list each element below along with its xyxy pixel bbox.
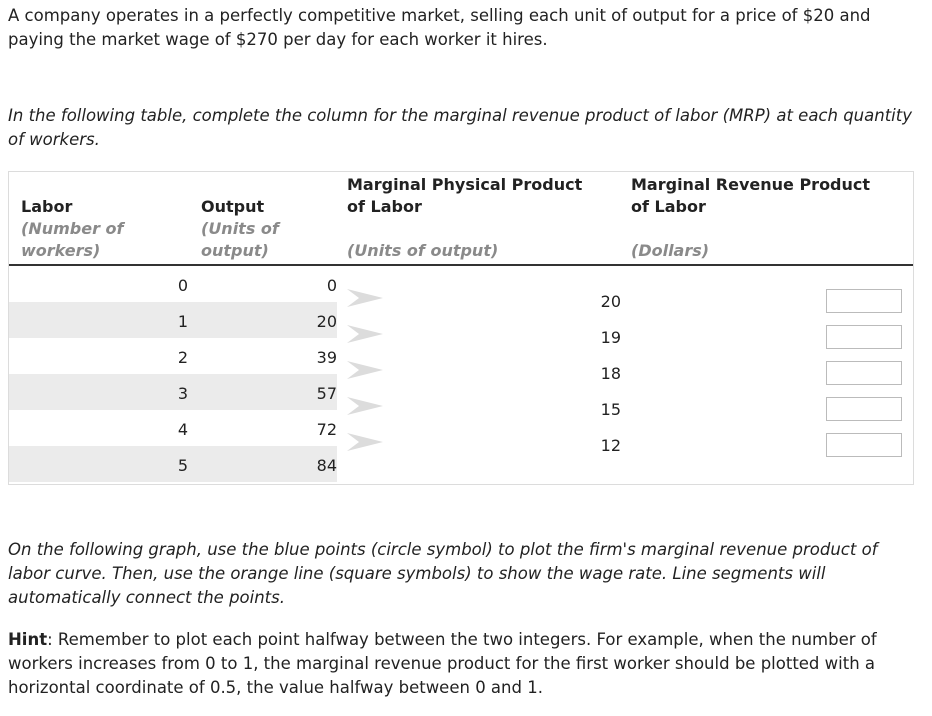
- table-instruction: In the following table, complete the column for the marginal revenue product of labor (MRP) at each quantity of workers.: [8, 106, 912, 149]
- output-cell: 0: [326, 276, 337, 295]
- mrp-input-worker-5[interactable]: [826, 433, 902, 457]
- output-cell: 72: [316, 420, 337, 439]
- output-cell: 84: [316, 456, 337, 475]
- mpp-cell: 19: [600, 328, 621, 347]
- header-mpp-line1: Marginal Physical Product: [347, 175, 583, 194]
- hint-label: Hint: [8, 630, 48, 649]
- mpp-cell: 18: [600, 364, 621, 383]
- header-labor-sub2: workers): [21, 241, 101, 260]
- labor-cell: 5: [177, 456, 189, 475]
- arrow-right-icon: [345, 288, 385, 308]
- header-output-sub2: output): [201, 241, 269, 260]
- arrow-right-icon: [345, 396, 385, 416]
- labor-cell: 2: [177, 348, 189, 367]
- hint-paragraph: [8, 628, 918, 700]
- mpp-cell: 15: [600, 400, 621, 419]
- arrow-right-icon: [345, 360, 385, 380]
- mpp-cell: 20: [600, 292, 621, 311]
- header-mrp-line1: Marginal Revenue Product: [631, 175, 871, 194]
- mrp-input-worker-2[interactable]: [826, 325, 902, 349]
- mrp-input-worker-4[interactable]: [826, 397, 902, 421]
- labor-cell: 4: [177, 420, 189, 439]
- header-mrp-line2: of Labor: [631, 197, 706, 216]
- header-mpp-line2: of Labor: [347, 197, 422, 216]
- header-labor: Labor: [21, 197, 73, 216]
- header-divider: [9, 264, 913, 266]
- labor-cell: 1: [177, 312, 189, 331]
- header-output-sub1: (Units of: [201, 219, 279, 238]
- header-mrp-sub: (Dollars): [631, 241, 710, 260]
- mrp-input-worker-3[interactable]: [826, 361, 902, 385]
- arrow-right-icon: [345, 432, 385, 452]
- output-cell: 57: [316, 384, 337, 403]
- labor-cell: 0: [177, 276, 189, 295]
- output-cell: 39: [316, 348, 337, 367]
- arrow-right-icon: [345, 324, 385, 344]
- header-output: Output: [201, 197, 265, 216]
- mrp-table: [8, 171, 914, 485]
- problem-intro: A company operates in a perfectly competitive market, selling each unit of output for a price of $20 and paying the market wage of $270 per day for each worker it hires.: [8, 6, 871, 49]
- header-mpp-sub: (Units of output): [347, 241, 499, 260]
- graph-instruction: On the following graph, use the blue points (circle symbol) to plot the firm's marginal revenue product of labor curve. Then, use the orange line (square symbols) to show the wage rate. Line segments will automatically connect the points.: [8, 540, 878, 607]
- mpp-cell: 12: [600, 436, 621, 455]
- header-labor-sub1: (Number of: [21, 219, 124, 238]
- labor-cell: 3: [177, 384, 189, 403]
- hint-text: : Remember to plot each point halfway between the two integers. For example, when the number of workers increases from 0 to 1, the marginal revenue product for the first worker should be plotted with a horizontal coordinate of 0.5, the value halfway between 0 and 1.: [8, 630, 877, 697]
- output-cell: 20: [316, 312, 337, 331]
- mrp-input-worker-1[interactable]: [826, 289, 902, 313]
